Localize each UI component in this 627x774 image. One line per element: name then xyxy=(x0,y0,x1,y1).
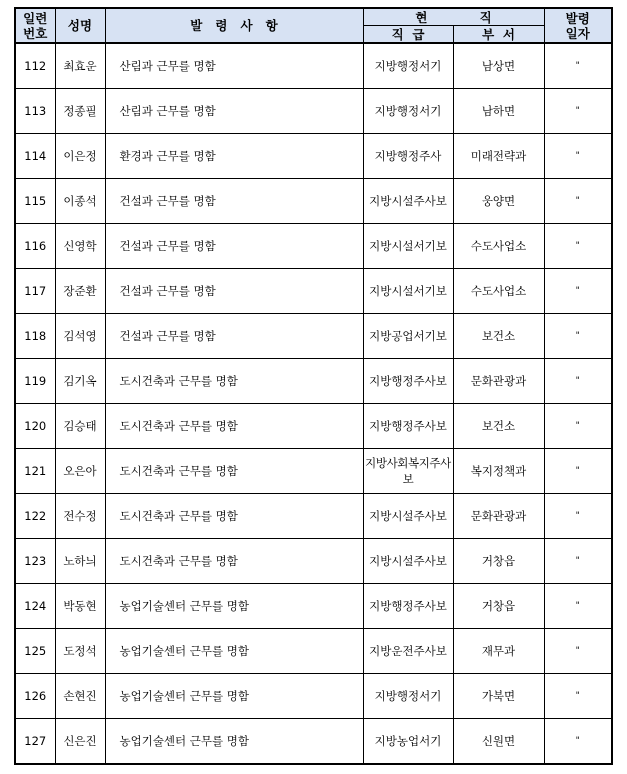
header-department: 부 서 xyxy=(453,26,544,44)
cell-order: 농업기술센터 근무를 명함 xyxy=(105,584,363,629)
cell-order-date: " xyxy=(544,179,612,224)
cell-department: 신원면 xyxy=(453,719,544,765)
cell-department: 수도사업소 xyxy=(453,224,544,269)
cell-order-date: " xyxy=(544,674,612,719)
cell-order: 도시건축과 근무를 명함 xyxy=(105,494,363,539)
cell-order-date: " xyxy=(544,539,612,584)
cell-order: 산림과 근무를 명함 xyxy=(105,89,363,134)
header-order-date-line1: 발령 xyxy=(565,10,590,26)
table-row xyxy=(15,314,612,359)
cell-serial-number: 121 xyxy=(15,449,55,494)
cell-department: 남상면 xyxy=(453,43,544,89)
cell-department: 보건소 xyxy=(453,314,544,359)
cell-serial-number: 127 xyxy=(15,719,55,765)
cell-serial-number: 122 xyxy=(15,494,55,539)
cell-name: 전수정 xyxy=(55,494,105,539)
cell-department: 재무과 xyxy=(453,629,544,674)
cell-serial-number: 119 xyxy=(15,359,55,404)
header-serial-number-line1: 일련 xyxy=(23,10,48,26)
cell-serial-number: 124 xyxy=(15,584,55,629)
cell-order-date: " xyxy=(544,629,612,674)
table-header xyxy=(15,8,612,43)
cell-name: 최효운 xyxy=(55,43,105,89)
header-serial-number xyxy=(15,8,55,43)
cell-order: 농업기술센터 근무를 명함 xyxy=(105,719,363,765)
cell-order: 도시건축과 근무를 명함 xyxy=(105,359,363,404)
table-row xyxy=(15,539,612,584)
cell-rank: 지방시설주사보 xyxy=(363,494,453,539)
table-row xyxy=(15,43,612,89)
cell-order-date: " xyxy=(544,43,612,89)
cell-serial-number: 114 xyxy=(15,134,55,179)
cell-department: 남하면 xyxy=(453,89,544,134)
table-row xyxy=(15,269,612,314)
cell-name: 손현진 xyxy=(55,674,105,719)
table-body xyxy=(15,43,612,764)
cell-name: 김석영 xyxy=(55,314,105,359)
cell-serial-number: 113 xyxy=(15,89,55,134)
cell-order-date: " xyxy=(544,224,612,269)
cell-rank: 지방행정주사보 xyxy=(363,584,453,629)
header-serial-number-line2: 번호 xyxy=(23,25,48,41)
cell-rank: 지방농업서기 xyxy=(363,719,453,765)
cell-order-date: " xyxy=(544,584,612,629)
table-row xyxy=(15,359,612,404)
cell-rank: 지방시설서기보 xyxy=(363,224,453,269)
cell-serial-number: 126 xyxy=(15,674,55,719)
cell-department: 거창읍 xyxy=(453,584,544,629)
cell-rank: 지방시설주사보 xyxy=(363,179,453,224)
header-order-date xyxy=(544,8,612,43)
cell-serial-number: 118 xyxy=(15,314,55,359)
table-row xyxy=(15,89,612,134)
cell-serial-number: 123 xyxy=(15,539,55,584)
personnel-order-table xyxy=(14,7,613,765)
table-row xyxy=(15,404,612,449)
table-row xyxy=(15,134,612,179)
table-row xyxy=(15,449,612,494)
cell-order-date: " xyxy=(544,494,612,539)
cell-name: 김승태 xyxy=(55,404,105,449)
cell-name: 김기옥 xyxy=(55,359,105,404)
cell-order: 도시건축과 근무를 명함 xyxy=(105,404,363,449)
cell-order: 건설과 근무를 명함 xyxy=(105,179,363,224)
header-order-date-line2: 일자 xyxy=(565,25,590,41)
cell-department: 웅양면 xyxy=(453,179,544,224)
table-row xyxy=(15,719,612,765)
cell-serial-number: 120 xyxy=(15,404,55,449)
cell-rank: 지방행정서기 xyxy=(363,43,453,89)
cell-rank: 지방시설주사보 xyxy=(363,539,453,584)
cell-order: 건설과 근무를 명함 xyxy=(105,224,363,269)
cell-rank: 지방행정서기 xyxy=(363,674,453,719)
table-row xyxy=(15,629,612,674)
header-current-position: 현 직 xyxy=(363,8,544,26)
cell-name: 신은진 xyxy=(55,719,105,765)
header-order: 발 령 사 항 xyxy=(105,8,363,43)
cell-rank: 지방시설서기보 xyxy=(363,269,453,314)
cell-rank: 지방행정주사보 xyxy=(363,404,453,449)
cell-name: 오은아 xyxy=(55,449,105,494)
cell-department: 미래전략과 xyxy=(453,134,544,179)
cell-serial-number: 117 xyxy=(15,269,55,314)
cell-rank: 지방사회복지주사보 xyxy=(363,449,453,494)
header-rank: 직 급 xyxy=(363,26,453,44)
cell-order: 환경과 근무를 명함 xyxy=(105,134,363,179)
cell-department: 문화관광과 xyxy=(453,494,544,539)
cell-name: 박동현 xyxy=(55,584,105,629)
cell-rank: 지방행정주사보 xyxy=(363,359,453,404)
cell-order: 도시건축과 근무를 명함 xyxy=(105,539,363,584)
table-row xyxy=(15,584,612,629)
cell-rank: 지방운전주사보 xyxy=(363,629,453,674)
cell-order-date: " xyxy=(544,404,612,449)
cell-order-date: " xyxy=(544,134,612,179)
cell-name: 이종석 xyxy=(55,179,105,224)
cell-order: 농업기술센터 근무를 명함 xyxy=(105,674,363,719)
cell-serial-number: 116 xyxy=(15,224,55,269)
cell-order-date: " xyxy=(544,359,612,404)
cell-rank: 지방행정주사 xyxy=(363,134,453,179)
cell-order-date: " xyxy=(544,314,612,359)
cell-order: 도시건축과 근무를 명함 xyxy=(105,449,363,494)
cell-serial-number: 115 xyxy=(15,179,55,224)
cell-name: 정종필 xyxy=(55,89,105,134)
cell-department: 보건소 xyxy=(453,404,544,449)
cell-department: 수도사업소 xyxy=(453,269,544,314)
cell-order: 농업기술센터 근무를 명함 xyxy=(105,629,363,674)
table-row xyxy=(15,179,612,224)
cell-order: 건설과 근무를 명함 xyxy=(105,314,363,359)
cell-name: 이은정 xyxy=(55,134,105,179)
cell-serial-number: 112 xyxy=(15,43,55,89)
cell-order-date: " xyxy=(544,269,612,314)
cell-order: 산림과 근무를 명함 xyxy=(105,43,363,89)
cell-department: 문화관광과 xyxy=(453,359,544,404)
header-name: 성명 xyxy=(55,8,105,43)
cell-department: 복지정책과 xyxy=(453,449,544,494)
cell-rank: 지방행정서기 xyxy=(363,89,453,134)
cell-order-date: " xyxy=(544,89,612,134)
table-row xyxy=(15,674,612,719)
cell-serial-number: 125 xyxy=(15,629,55,674)
cell-order: 건설과 근무를 명함 xyxy=(105,269,363,314)
cell-rank: 지방공업서기보 xyxy=(363,314,453,359)
cell-department: 거창읍 xyxy=(453,539,544,584)
cell-name: 노하늬 xyxy=(55,539,105,584)
cell-name: 장준환 xyxy=(55,269,105,314)
table-row xyxy=(15,494,612,539)
cell-order-date: " xyxy=(544,719,612,765)
cell-name: 신영학 xyxy=(55,224,105,269)
table-row xyxy=(15,224,612,269)
cell-order-date: " xyxy=(544,449,612,494)
cell-name: 도정석 xyxy=(55,629,105,674)
cell-department: 가북면 xyxy=(453,674,544,719)
